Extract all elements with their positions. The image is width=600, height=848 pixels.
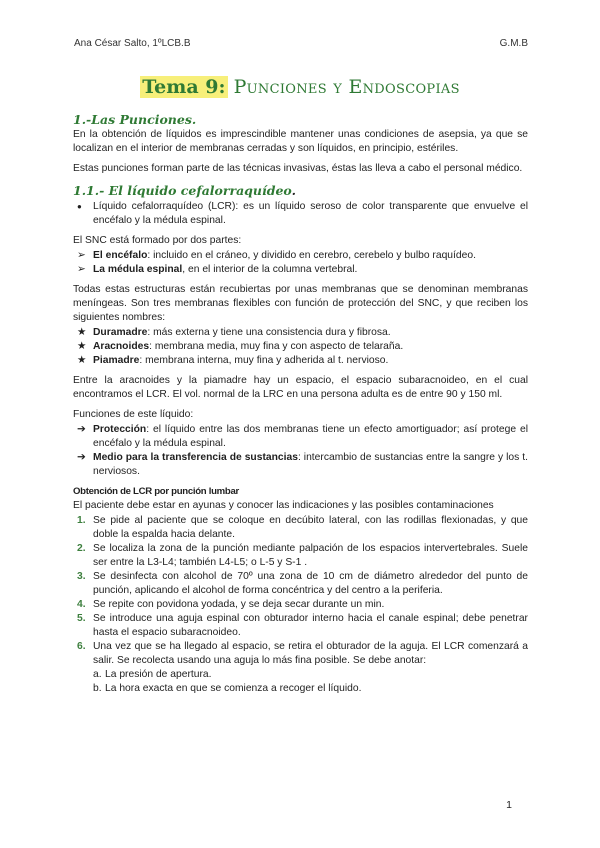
step-text: Una vez que se ha llegado al espacio, se retira el obturador de la aguja. El LCR comenzará a salir. Se recolecta usando una aguja lo más fina posible. Se debe anotar:	[93, 641, 528, 666]
step-text: Se localiza la zona de la punción mediante palpación de los espacios intervertebrales. Suele ser entre la L3-L4; también L4-L5; o L-5 y S-1 .	[93, 543, 528, 568]
definition: : más externa y tiene una consistencia dura y fibrosa.	[147, 327, 391, 338]
page-title	[136, 74, 464, 100]
substep-letter: a.	[93, 669, 102, 680]
list-item	[73, 340, 528, 354]
section-heading-punciones: 1.-Las Punciones.	[73, 112, 197, 127]
term: Medio para la transferencia de sustancias	[93, 452, 298, 463]
paragraph-invasivas: Estas punciones forman parte de las técnicas invasivas, éstas las lleva a cabo el personal médico.	[73, 163, 523, 174]
header-author: Ana César Salto, 1ºLCB.B	[74, 38, 191, 49]
title-tema: Tema 9:	[142, 76, 226, 98]
lcr-definition: Líquido cefalorraquídeo (LCR): es un líquido seroso de color transparente que envuelve el encéfalo y la médula espinal.	[93, 201, 528, 226]
term: El encéfalo	[93, 250, 148, 261]
list-item	[73, 542, 528, 570]
list-item	[73, 682, 528, 696]
list-item	[73, 200, 528, 228]
star-icon: ★	[77, 327, 87, 338]
term: La médula espinal	[93, 264, 183, 275]
meninges-list	[73, 326, 528, 368]
definition: , en el interior de la columna vertebral.	[182, 264, 358, 275]
list-item	[73, 263, 528, 277]
snc-parts-list	[73, 249, 528, 277]
lcr-definition-list	[73, 200, 528, 228]
step-text: Se pide al paciente que se coloque en decúbito lateral, con las rodillas flexionadas, y que doble la espalda hacia delante.	[93, 515, 528, 540]
term: Piamadre	[93, 355, 140, 366]
list-item	[73, 612, 528, 640]
definition: : membrana interna, muy fina y adherida al t. nervioso.	[139, 355, 389, 366]
substep-letter: b.	[93, 683, 102, 694]
step-number: 6.	[77, 641, 86, 652]
star-icon: ★	[77, 355, 87, 366]
section-heading-lcr-dot: .	[291, 183, 296, 198]
obtencion-intro: El paciente debe estar en ayunas y conocer las indicaciones y las posibles contaminaciones	[73, 500, 494, 511]
list-item	[73, 598, 528, 612]
list-item	[73, 668, 528, 682]
header-initials: G.M.B	[499, 38, 528, 49]
arrow-icon: ➢	[77, 264, 86, 275]
list-item	[73, 640, 528, 668]
list-item	[73, 354, 528, 368]
procedure-steps-list	[73, 514, 528, 696]
step-text: Se repite con povidona yodada, y se deja secar durante un min.	[93, 599, 385, 610]
arrow-icon: ➢	[77, 250, 86, 261]
step-number: 2.	[77, 543, 86, 554]
star-icon: ★	[77, 341, 87, 352]
substep-text: La hora exacta en que se comienza a recoger el líquido.	[105, 683, 362, 694]
paragraph-asepsia: En la obtención de líquidos es imprescindible mantener unas condiciones de asepsia, ya que se localizan en el interior de membranas cerradas y son líquidos, en principio, estériles.	[73, 129, 528, 154]
funciones-list	[73, 423, 528, 479]
section-heading-lcr	[73, 182, 528, 199]
step-number: 4.	[77, 599, 86, 610]
title-topic: Punciones y Endoscopias	[233, 76, 460, 98]
list-item	[73, 570, 528, 598]
arrow-right-icon: ➔	[77, 452, 86, 463]
meninges-paragraph: Todas estas estructuras están recubiertas por unas membranas que se denominan membranas meníngeas. Son tres membranas flexibles con función de protección del SNC, y que reciben los siguientes nombres:	[73, 284, 528, 323]
section-heading-lcr-text: 1.1.- El líquido cefalorraquídeo	[73, 183, 292, 198]
step-text: Se introduce una aguja espinal con obturador interno hacia el canale espinal; debe penetrar hasta el espacio subaracnoideo.	[93, 613, 528, 638]
term: Aracnoides	[93, 341, 150, 352]
bullet-icon: ●	[77, 202, 82, 211]
step-text: Se desinfecta con alcohol de 70º una zona de 10 cm de diámetro alrededor del punto de punción, aplicando el alcohol de forma concéntrica y del centro a la periferia.	[93, 571, 528, 596]
snc-intro: El SNC está formado por dos partes:	[73, 235, 242, 246]
funciones-intro: Funciones de este líquido:	[73, 409, 194, 420]
list-item	[73, 451, 528, 479]
list-item	[73, 514, 528, 542]
step-number: 3.	[77, 571, 86, 582]
list-item	[73, 423, 528, 451]
list-item	[73, 249, 528, 263]
definition: : el líquido entre las dos membranas tiene un efecto amortiguador; así protege el encéfalo y la médula espinal.	[93, 424, 528, 449]
obtencion-heading: Obtención de LCR por punción lumbar	[73, 486, 239, 497]
page-number: 1	[506, 799, 512, 811]
definition: : membrana media, muy fina y con aspecto de telaraña.	[149, 341, 404, 352]
term: Protección	[93, 424, 147, 435]
substep-text: La presión de apertura.	[105, 669, 212, 680]
definition: : intercambio de sustancias entre la sangre y los t. nerviosos.	[93, 452, 528, 477]
step-number: 1.	[77, 515, 86, 526]
list-item	[73, 326, 528, 340]
arrow-right-icon: ➔	[77, 424, 86, 435]
espacio-paragraph: Entre la aracnoides y la piamadre hay un espacio, el espacio subaracnoideo, en el cual encontramos el LCR. El vol. normal de la LRC en una persona adulta es de entre 90 y 150 ml.	[73, 375, 528, 400]
definition: : incluido en el cráneo, y dividido en cerebro, cerebelo y bulbo raquídeo.	[147, 250, 476, 261]
term: Duramadre	[93, 327, 148, 338]
step-number: 5.	[77, 613, 86, 624]
document-body	[73, 112, 528, 702]
title-block	[0, 74, 600, 100]
